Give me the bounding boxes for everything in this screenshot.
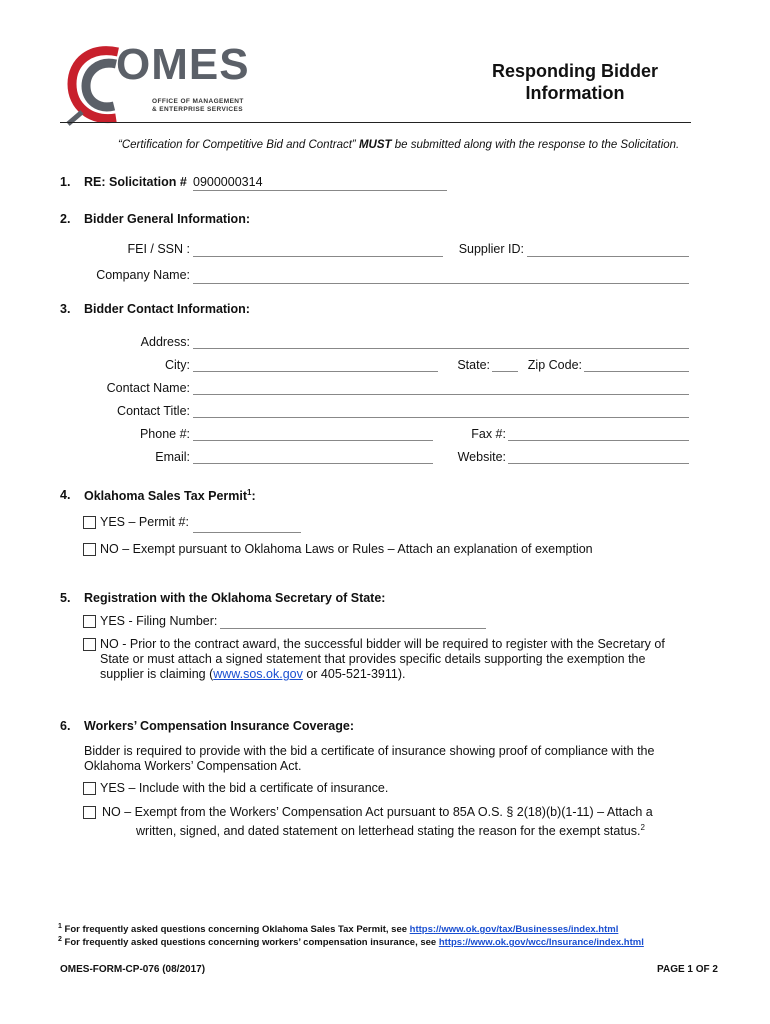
supplier-id-field[interactable] xyxy=(527,256,689,257)
s4-yes-checkbox[interactable] xyxy=(83,516,96,529)
footnote-2-text: For frequently asked questions concerning workers’ compensation insurance, see xyxy=(64,937,437,949)
state-label: State: xyxy=(457,358,490,372)
s5-no-line2: State or must attach a signed statement that provides specific details supporting the exemption the xyxy=(100,652,646,666)
page-title xyxy=(470,60,680,104)
form-id: OMES-FORM-CP-076 (08/2017) xyxy=(60,964,206,975)
website-label: Website: xyxy=(457,450,506,464)
state-field[interactable] xyxy=(492,371,518,372)
page-number: PAGE 1 OF 2 xyxy=(657,964,718,975)
wcc-faq-link[interactable]: https://www.ok.gov/wcc/Insurance/index.html xyxy=(438,937,644,949)
tax-faq-link[interactable]: https://www.ok.gov/tax/Businesses/index.html xyxy=(409,924,619,936)
s3-num: 3. xyxy=(60,302,71,316)
s6-no-text xyxy=(102,805,653,839)
fax-field[interactable] xyxy=(508,440,689,441)
s6-yes-checkbox[interactable] xyxy=(83,782,96,795)
footnote-2-num: 2 xyxy=(58,936,62,943)
logo-line2: & ENTERPRISE SERVICES xyxy=(152,106,243,113)
s1-num: 1. xyxy=(60,175,71,189)
intro-must: MUST xyxy=(358,139,392,151)
s6-footnote-ref: 2 xyxy=(640,823,645,832)
zip-field[interactable] xyxy=(584,371,689,372)
intro-rest: be submitted along with the response to the Solicitation. xyxy=(394,139,680,151)
s2-num: 2. xyxy=(60,212,71,226)
contact-title-field[interactable] xyxy=(193,417,689,418)
s4-permit-field[interactable] xyxy=(193,532,301,533)
s6-intro-line2: Oklahoma Workers’ Compensation Act. xyxy=(84,759,302,773)
s4-no-checkbox[interactable] xyxy=(83,543,96,556)
s1-label: RE: Solicitation # xyxy=(84,175,187,189)
s4-no-label: NO – Exempt pursuant to Oklahoma Laws or Rules – Attach an explanation of exemption xyxy=(100,542,593,556)
phone-field[interactable] xyxy=(193,440,433,441)
s6-intro-line1: Bidder is required to provide with the bid a certificate of insurance showing proof of compliance with the xyxy=(84,744,655,758)
s5-no-checkbox[interactable] xyxy=(83,638,96,651)
s4-heading-text: Oklahoma Sales Tax Permit xyxy=(84,489,248,504)
address-field[interactable] xyxy=(193,348,689,349)
s4-heading xyxy=(84,488,256,503)
supplier-id-label: Supplier ID: xyxy=(458,242,524,256)
address-label: Address: xyxy=(140,335,190,349)
s6-heading: Workers’ Compensation Insurance Coverage: xyxy=(84,719,354,733)
s5-no-text xyxy=(100,637,665,682)
s5-heading: Registration with the Oklahoma Secretary of State: xyxy=(84,591,386,605)
s6-no-checkbox[interactable] xyxy=(83,806,96,819)
s6-no-line2 xyxy=(102,820,653,839)
company-field[interactable] xyxy=(193,283,689,284)
company-label: Company Name: xyxy=(96,268,190,282)
s2-heading: Bidder General Information: xyxy=(84,212,250,226)
sos-link[interactable]: www.sos.ok.gov xyxy=(213,667,303,681)
contact-name-field[interactable] xyxy=(193,394,689,395)
phone-label: Phone #: xyxy=(139,427,190,441)
intro-quote: “Certification for Competitive Bid and Contract” xyxy=(118,139,356,151)
s4-yes-label: YES – Permit #: xyxy=(100,515,189,529)
s6-yes-label: YES – Include with the bid a certificate of insurance. xyxy=(100,781,389,795)
fein-field[interactable] xyxy=(193,256,443,257)
s5-no-line3-a: supplier is claiming ( xyxy=(100,667,214,681)
s4-footnote-ref: 1 xyxy=(247,488,252,497)
email-label: Email: xyxy=(155,450,190,464)
page-title-line1: Responding Bidder xyxy=(492,61,658,81)
s6-intro xyxy=(84,744,654,774)
footnote-1-text: For frequently asked questions concerning Oklahoma Sales Tax Permit, see xyxy=(64,924,408,936)
fein-label: FEI / SSN : xyxy=(127,242,190,256)
s5-num: 5. xyxy=(60,591,71,605)
city-label: City: xyxy=(165,358,190,372)
contact-title-label: Contact Title: xyxy=(117,404,190,418)
s6-no-line1: NO – Exempt from the Workers’ Compensation Act pursuant to 85A O.S. § 2(18)(b)(1-11) – Attach a xyxy=(102,805,653,819)
s3-heading: Bidder Contact Information: xyxy=(84,302,250,316)
s6-no-line2-text: written, signed, and dated statement on letterhead stating the reason for the exempt status. xyxy=(136,824,641,839)
s5-yes-label: YES - Filing Number: xyxy=(100,614,218,628)
s5-no-line3-b: or 405-521-3911). xyxy=(302,667,406,681)
website-field[interactable] xyxy=(508,463,689,464)
city-field[interactable] xyxy=(193,371,438,372)
s6-num: 6. xyxy=(60,719,71,733)
fax-label: Fax #: xyxy=(471,427,506,441)
s4-heading-colon: : xyxy=(251,489,256,504)
s5-no-line1: NO - Prior to the contract award, the successful bidder will be required to register with the Secretary of xyxy=(100,637,665,651)
s5-no-line3 xyxy=(100,667,665,682)
page-title-line2: Information xyxy=(525,83,625,103)
s5-filing-field[interactable] xyxy=(220,628,486,629)
email-field[interactable] xyxy=(193,463,433,464)
s4-num: 4. xyxy=(60,488,71,502)
intro-text xyxy=(118,139,679,151)
s1-solicitation-value: 0900000314 xyxy=(193,175,263,189)
logo-wordmark: OMES xyxy=(116,40,250,89)
logo-line1: OFFICE OF MANAGEMENT xyxy=(152,98,244,105)
s1-solicitation-field[interactable] xyxy=(193,175,447,191)
footnote-1 xyxy=(58,923,618,935)
header-rule xyxy=(60,122,691,123)
s5-yes-checkbox[interactable] xyxy=(83,615,96,628)
zip-label: Zip Code: xyxy=(527,358,582,372)
omes-logo xyxy=(60,42,260,126)
footnote-2 xyxy=(58,936,644,948)
footnote-1-num: 1 xyxy=(58,923,62,930)
contact-name-label: Contact Name: xyxy=(106,381,190,395)
